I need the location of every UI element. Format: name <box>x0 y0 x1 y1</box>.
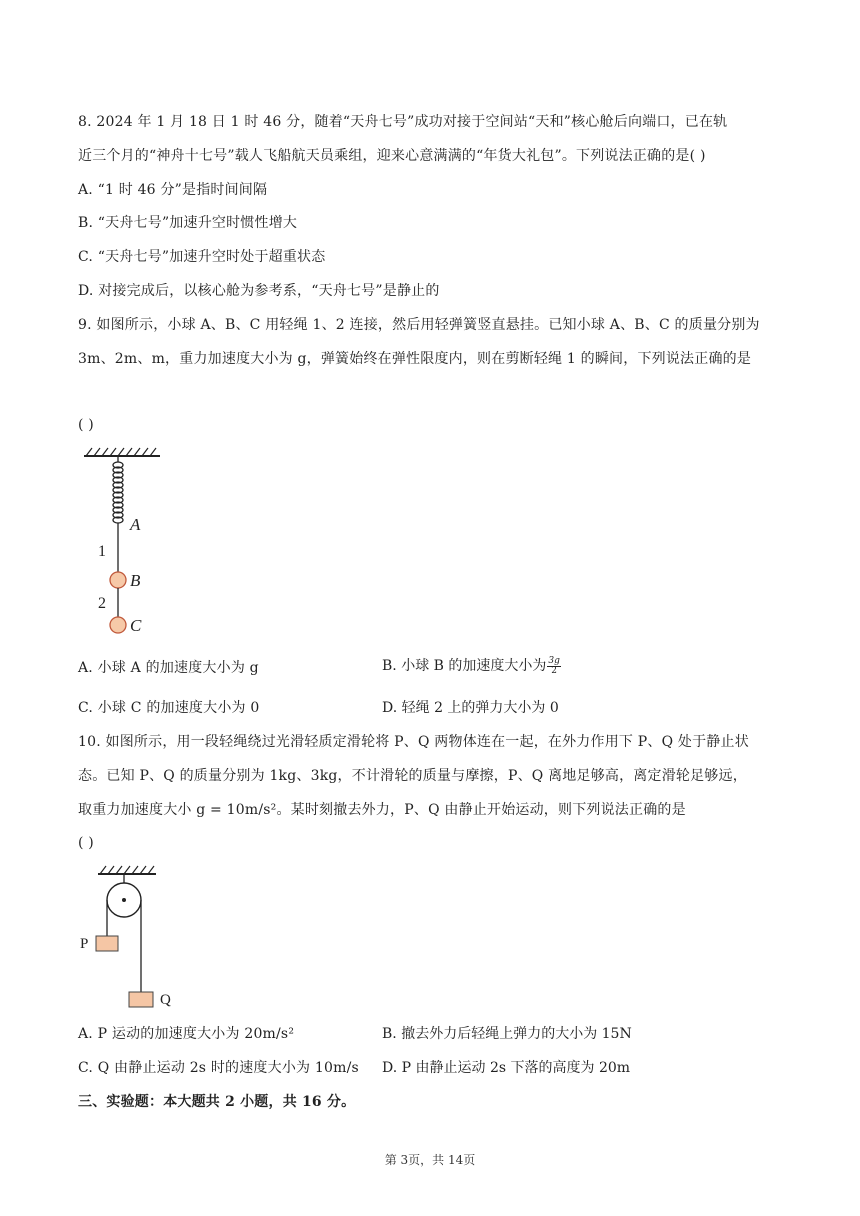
label-q: Q <box>160 992 171 1008</box>
q9-stem-line2: 3m、2m、m，重力加速度大小为 g，弹簧始终在弹性限度内，则在剪断轻绳 1 的瞬间，下列说法正确的是 <box>78 351 752 367</box>
q8-option-b: B. “天舟七号”加速升空时惯性增大 <box>78 215 298 231</box>
q8-option-a: A. “1 时 46 分”是指时间间隔 <box>78 182 268 198</box>
pulley-axle <box>122 898 126 902</box>
q9-stem-line1: 9. 如图所示，小球 A、B、C 用轻绳 1、2 连接，然后用轻弹簧竖直悬挂。已知小球 A、B、C 的质量分别为 <box>78 317 760 333</box>
q9-spring-ball-figure <box>78 448 178 643</box>
page-footer: 第 3页，共 14页 <box>384 1153 476 1167</box>
q10-option-a: A. P 运动的加速度大小为 20m/s² <box>78 1026 295 1042</box>
fraction-numerator: 3g <box>548 655 560 666</box>
q10-option-d: D. P 由静止运动 2s 下落的高度为 20m <box>382 1060 631 1076</box>
q10-stem-line1: 10. 如图所示，用一段轻绳绕过光滑轻质定滑轮将 P、Q 两物体连在一起，在外力作用下 P、Q 处于静止状 <box>78 734 749 750</box>
ceiling-hatch <box>84 448 160 456</box>
spring <box>113 456 123 530</box>
section-3-heading: 三、实验题：本大题共 2 小题，共 16 分。 <box>78 1094 356 1110</box>
q9-option-d: D. 轻绳 2 上的弹力大小为 0 <box>382 700 559 716</box>
label-p: P <box>80 936 89 952</box>
q10-stem-line2: 态。已知 P、Q 的质量分别为 1kg、3kg，不计滑轮的质量与摩擦，P、Q 离地足够高，离定滑轮足够远， <box>78 768 747 784</box>
q9-option-b-text: B. 小球 B 的加速度大小为 <box>382 658 547 674</box>
label-c: C <box>130 616 142 635</box>
q10-answer-paren: ( ) <box>78 835 94 851</box>
label-a: A <box>130 515 141 534</box>
fraction-denominator: 2 <box>551 665 557 676</box>
q8-stem-line1: 8. 2024 年 1 月 18 日 1 时 46 分，随着“天舟七号”成功对接于空间站“天和”核心舱后向端口，已在轨 <box>78 114 728 130</box>
q10-option-c: C. Q 由静止运动 2s 时的速度大小为 10m/s <box>78 1060 359 1076</box>
q9-answer-paren: ( ) <box>78 417 94 433</box>
q8-option-d: D. 对接完成后，以核心舱为参考系，“天舟七号”是静止的 <box>78 283 440 299</box>
q9-option-b <box>382 656 561 676</box>
label-rope-2: 2 <box>98 595 106 612</box>
label-b: B <box>130 571 141 590</box>
block-p <box>96 936 118 951</box>
q10-pulley-figure <box>78 866 188 1011</box>
q10-option-b: B. 撤去外力后轻绳上弹力的大小为 15N <box>382 1026 632 1042</box>
q8-stem-line2: 近三个月的“神舟十七号”载人飞船航天员乘组，迎来心意满满的“年货大礼包”。下列说法正确的是( ) <box>78 148 706 164</box>
q8-option-c: C. “天舟七号”加速升空时处于超重状态 <box>78 249 326 265</box>
q10-stem-line3: 取重力加速度大小 g = 10m/s²。某时刻撤去外力，P、Q 由静止开始运动，则下列说法正确的是 <box>78 802 686 818</box>
label-rope-1: 1 <box>98 543 106 560</box>
q9-option-a: A. 小球 A 的加速度大小为 g <box>78 660 259 676</box>
ceiling-hatch <box>98 866 156 874</box>
block-q <box>129 992 153 1007</box>
ball-c <box>110 617 126 633</box>
q9-option-c: C. 小球 C 的加速度大小为 0 <box>78 700 260 716</box>
q9-option-b-fraction <box>547 657 561 676</box>
ball-b <box>110 572 126 588</box>
